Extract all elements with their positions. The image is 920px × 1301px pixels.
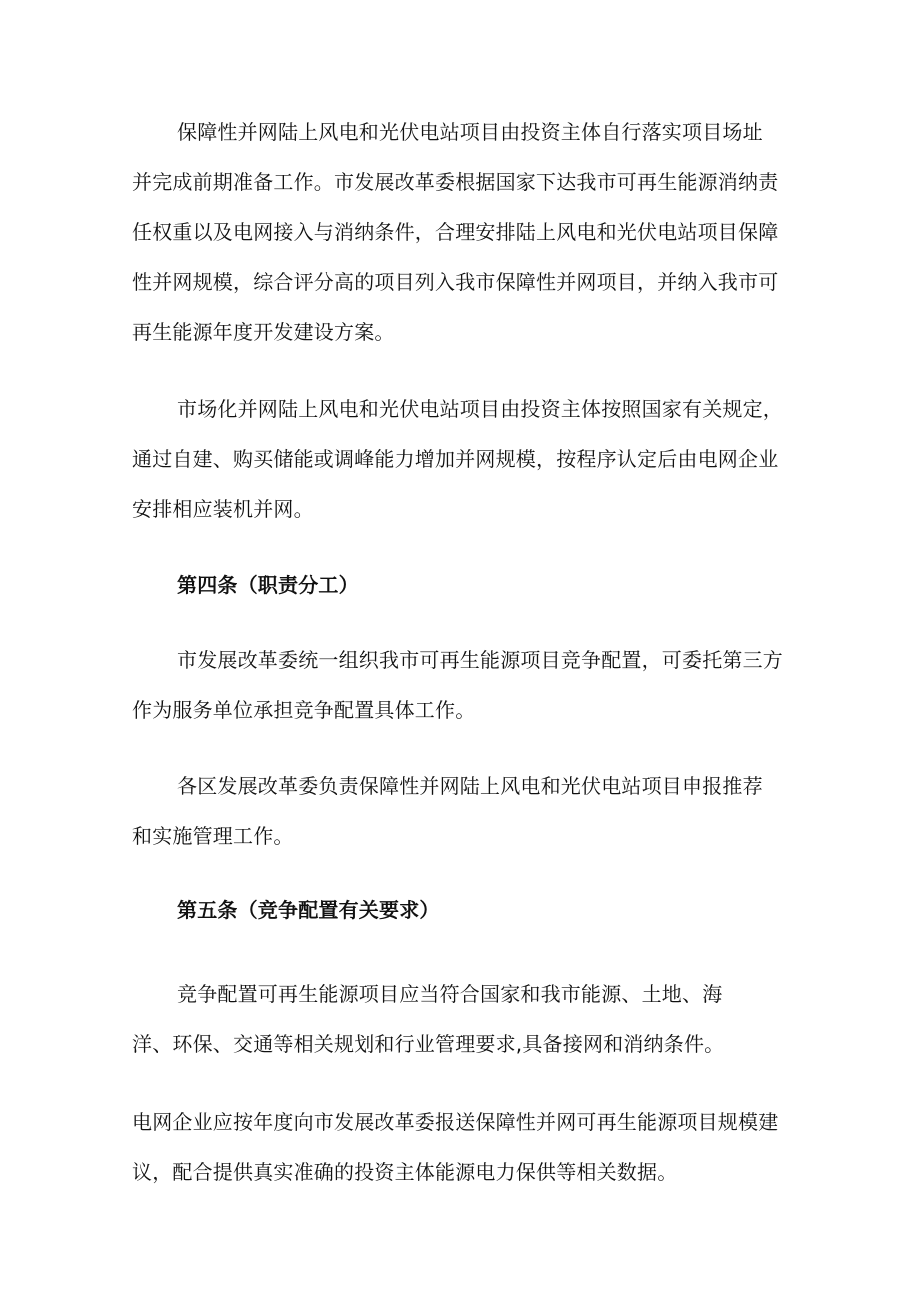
text-line: 竞争配置可再生能源项目应当符合国家和我市能源、土地、海 — [177, 982, 723, 1006]
article-4-heading: 第四条（职责分工） — [177, 573, 359, 597]
text-line: 市场化并网陆上风电和光伏电站项目由投资主体按照国家有关规定， — [177, 397, 783, 421]
text-line: 通过自建、购买储能或调峰能力增加并网规模，按程序认定后由电网企业 — [132, 447, 779, 471]
text-line: 并完成前期准备工作。市发展改革委根据国家下达我市可再生能源消纳责 — [132, 170, 779, 194]
text-line: 再生能源年度开发建设方案。 — [132, 320, 395, 344]
text-line: 作为服务单位承担竞争配置具体工作。 — [132, 698, 476, 722]
text-line: 安排相应装机并网。 — [132, 497, 314, 521]
text-line: 电网企业应按年度向市发展改革委报送保障性并网可再生能源项目规模建 — [132, 1110, 779, 1134]
text-line: 性并网规模，综合评分高的项目列入我市保障性并网项目，并纳入我市可 — [132, 270, 779, 294]
article-5-heading: 第五条（竞争配置有关要求） — [177, 898, 440, 922]
text-line: 和实施管理工作。 — [132, 824, 294, 848]
text-line: 市发展改革委统一组织我市可再生能源项目竞争配置，可委托第三方 — [177, 648, 783, 672]
text-line: 各区发展改革委负责保障性并网陆上风电和光伏电站项目申报推荐 — [177, 774, 763, 798]
text-line: 保障性并网陆上风电和光伏电站项目由投资主体自行落实项目场址 — [177, 120, 763, 144]
text-line: 洋、环保、交通等相关规划和行业管理要求,具备接网和消纳条件。 — [132, 1032, 725, 1056]
text-line: 议，配合提供真实准确的投资主体能源电力保供等相关数据。 — [132, 1160, 678, 1184]
text-line: 任权重以及电网接入与消纳条件，合理安排陆上风电和光伏电站项目保障 — [132, 220, 779, 244]
